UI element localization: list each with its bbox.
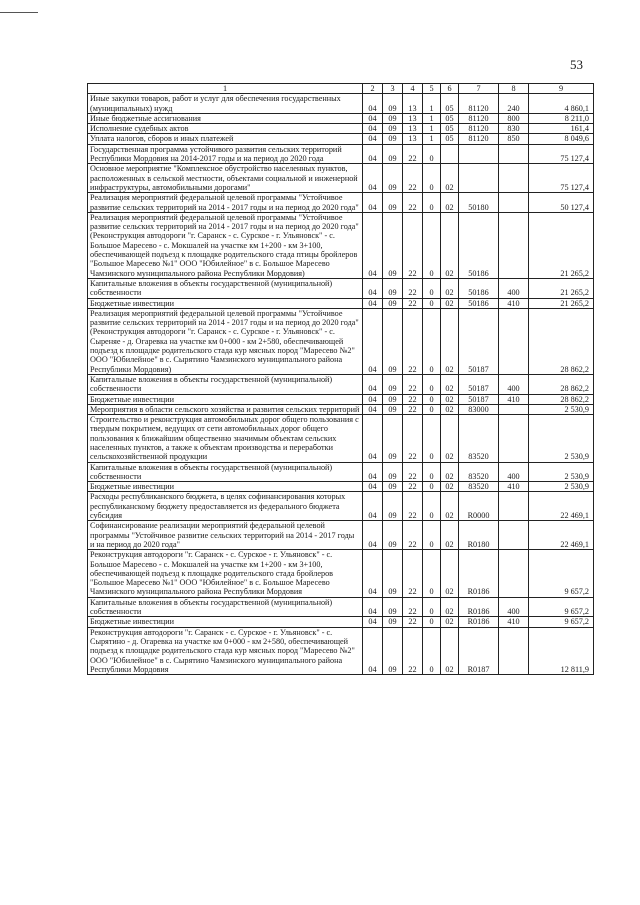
section-code-cell: 04 <box>363 308 383 374</box>
activity-code-cell: 02 <box>441 597 459 617</box>
section-code-cell: 04 <box>363 617 383 627</box>
section-code-cell: 04 <box>363 597 383 617</box>
section-code-cell: 04 <box>363 278 383 298</box>
budget-table <box>87 83 594 675</box>
subsection-code-cell: 09 <box>383 492 403 521</box>
subsection-code-cell: 09 <box>383 94 403 114</box>
expense-type-cell <box>499 193 529 213</box>
expense-type-cell: 410 <box>499 298 529 308</box>
amount-cell: 2 530,9 <box>529 404 594 414</box>
program-code-cell: 22 <box>403 550 423 597</box>
subsection-code-cell: 09 <box>383 278 403 298</box>
expense-type-cell: 400 <box>499 374 529 394</box>
program-code-cell: 22 <box>403 492 423 521</box>
expense-type-cell <box>499 144 529 164</box>
subsection-code-cell: 09 <box>383 298 403 308</box>
subprogram-code-cell: 1 <box>423 94 441 114</box>
subprogram-code-cell: 0 <box>423 550 441 597</box>
subsection-code-cell: 09 <box>383 144 403 164</box>
amount-cell: 50 127,4 <box>529 193 594 213</box>
subsection-code-cell: 09 <box>383 482 403 492</box>
section-code-cell: 04 <box>363 492 383 521</box>
item-name-cell: Реализация мероприятий федеральной целевой программы "Устойчивое развитие сельских территорий на 2014 - 2017 годы и на период до 2020 года" <box>88 193 363 213</box>
table-row <box>88 404 594 414</box>
table-row <box>88 550 594 597</box>
subprogram-code-cell: 1 <box>423 124 441 134</box>
item-name-cell: Иные бюджетные ассигнования <box>88 113 363 123</box>
activity-code-cell: 02 <box>441 193 459 213</box>
program-code-cell: 22 <box>403 308 423 374</box>
program-code-cell: 13 <box>403 94 423 114</box>
amount-cell: 75 127,4 <box>529 164 594 193</box>
program-code-cell: 13 <box>403 124 423 134</box>
subsection-code-cell: 09 <box>383 627 403 674</box>
expense-type-cell <box>499 308 529 374</box>
target-code-cell: R0180 <box>459 521 499 550</box>
table-row <box>88 144 594 164</box>
activity-code-cell <box>441 144 459 164</box>
amount-cell: 22 469,1 <box>529 492 594 521</box>
amount-cell: 9 657,2 <box>529 617 594 627</box>
activity-code-cell: 02 <box>441 550 459 597</box>
expense-type-cell: 400 <box>499 462 529 482</box>
activity-code-cell: 02 <box>441 415 459 462</box>
item-name-cell: Государственная программа устойчивого развития сельских территорий Республики Мордовия на 2014-2017 годы и на период до 2020 года <box>88 144 363 164</box>
subsection-code-cell: 09 <box>383 521 403 550</box>
amount-cell: 4 860,1 <box>529 94 594 114</box>
program-code-cell: 22 <box>403 415 423 462</box>
activity-code-cell: 02 <box>441 462 459 482</box>
activity-code-cell: 02 <box>441 278 459 298</box>
subsection-code-cell: 09 <box>383 212 403 278</box>
table-row <box>88 193 594 213</box>
target-code-cell: 83520 <box>459 482 499 492</box>
page-number: 53 <box>570 57 583 72</box>
subprogram-code-cell: 0 <box>423 278 441 298</box>
item-name-cell: Бюджетные инвестиции <box>88 394 363 404</box>
target-code-cell <box>459 164 499 193</box>
section-code-cell: 04 <box>363 550 383 597</box>
activity-code-cell: 02 <box>441 394 459 404</box>
section-code-cell: 04 <box>363 212 383 278</box>
amount-cell: 21 265,2 <box>529 278 594 298</box>
program-code-cell: 13 <box>403 113 423 123</box>
table-row <box>88 521 594 550</box>
subsection-code-cell: 09 <box>383 124 403 134</box>
subprogram-code-cell: 0 <box>423 404 441 414</box>
section-code-cell: 04 <box>363 521 383 550</box>
amount-cell: 21 265,2 <box>529 212 594 278</box>
table-row <box>88 415 594 462</box>
section-code-cell: 04 <box>363 404 383 414</box>
amount-cell: 2 530,9 <box>529 415 594 462</box>
expense-type-cell <box>499 627 529 674</box>
item-name-cell: Реализация мероприятий федеральной целевой программы "Устойчивое развитие сельских территорий на 2014 - 2017 годы и на период до 2020 года" (Реконструкция автодороги "г. Саранск - с. Сурское - г. Ульяновск" - с. Большое Маресево - с. Мокшалей на участке км 1+200 - км 3+100, обеспечивающей подъезд к площадке родительского стада птицы бройлеров "Большое Маресево №1" ООО "Юбилейное" в с. Большое Маресево Чамзинского муниципального района Республики Мордовия) <box>88 212 363 278</box>
section-code-cell: 04 <box>363 462 383 482</box>
amount-cell: 9 657,2 <box>529 597 594 617</box>
item-name-cell: Бюджетные инвестиции <box>88 617 363 627</box>
program-code-cell: 22 <box>403 298 423 308</box>
activity-code-cell: 05 <box>441 113 459 123</box>
table-row <box>88 627 594 674</box>
subprogram-code-cell: 0 <box>423 627 441 674</box>
table-body <box>88 94 594 675</box>
expense-type-cell: 850 <box>499 134 529 144</box>
expense-type-cell <box>499 550 529 597</box>
item-name-cell: Капитальные вложения в объекты государственной (муниципальной) собственности <box>88 374 363 394</box>
item-name-cell: Бюджетные инвестиции <box>88 482 363 492</box>
program-code-cell: 22 <box>403 627 423 674</box>
target-code-cell: 50186 <box>459 278 499 298</box>
item-name-cell: Иные закупки товаров, работ и услуг для обеспечения государственных (муниципальных) нужд <box>88 94 363 114</box>
activity-code-cell: 02 <box>441 404 459 414</box>
target-code-cell: 83520 <box>459 415 499 462</box>
header-cell: 9 <box>529 84 594 94</box>
subsection-code-cell: 09 <box>383 193 403 213</box>
table-row <box>88 462 594 482</box>
target-code-cell: 83000 <box>459 404 499 414</box>
subsection-code-cell: 09 <box>383 113 403 123</box>
target-code-cell: R0186 <box>459 550 499 597</box>
header-cell: 2 <box>363 84 383 94</box>
subsection-code-cell: 09 <box>383 374 403 394</box>
program-code-cell: 22 <box>403 462 423 482</box>
section-code-cell: 04 <box>363 164 383 193</box>
table-row <box>88 278 594 298</box>
item-name-cell: Бюджетные инвестиции <box>88 298 363 308</box>
expense-type-cell <box>499 521 529 550</box>
table-row <box>88 617 594 627</box>
amount-cell: 161,4 <box>529 124 594 134</box>
expense-type-cell: 830 <box>499 124 529 134</box>
table-row <box>88 308 594 374</box>
subsection-code-cell: 09 <box>383 134 403 144</box>
activity-code-cell: 02 <box>441 308 459 374</box>
target-code-cell: R0187 <box>459 627 499 674</box>
table-row <box>88 124 594 134</box>
activity-code-cell: 02 <box>441 212 459 278</box>
target-code-cell: 81120 <box>459 124 499 134</box>
subsection-code-cell: 09 <box>383 550 403 597</box>
amount-cell: 28 862,2 <box>529 394 594 404</box>
activity-code-cell: 02 <box>441 482 459 492</box>
item-name-cell: Уплата налогов, сборов и иных платежей <box>88 134 363 144</box>
table-row <box>88 597 594 617</box>
section-code-cell: 04 <box>363 113 383 123</box>
program-code-cell: 22 <box>403 278 423 298</box>
activity-code-cell: 02 <box>441 492 459 521</box>
activity-code-cell: 02 <box>441 617 459 627</box>
amount-cell: 28 862,2 <box>529 374 594 394</box>
amount-cell: 12 811,9 <box>529 627 594 674</box>
target-code-cell: 50180 <box>459 193 499 213</box>
expense-type-cell <box>499 164 529 193</box>
item-name-cell: Исполнение судебных актов <box>88 124 363 134</box>
target-code-cell: R0000 <box>459 492 499 521</box>
section-code-cell: 04 <box>363 193 383 213</box>
target-code-cell: 50187 <box>459 394 499 404</box>
subsection-code-cell: 09 <box>383 164 403 193</box>
program-code-cell: 22 <box>403 164 423 193</box>
activity-code-cell: 02 <box>441 374 459 394</box>
activity-code-cell: 02 <box>441 627 459 674</box>
section-code-cell: 04 <box>363 394 383 404</box>
program-code-cell: 22 <box>403 521 423 550</box>
amount-cell: 21 265,2 <box>529 298 594 308</box>
subprogram-code-cell: 0 <box>423 374 441 394</box>
subprogram-code-cell: 0 <box>423 144 441 164</box>
item-name-cell: Капитальные вложения в объекты государственной (муниципальной) собственности <box>88 278 363 298</box>
expense-type-cell <box>499 212 529 278</box>
expense-type-cell: 240 <box>499 94 529 114</box>
expense-type-cell <box>499 404 529 414</box>
subprogram-code-cell: 0 <box>423 521 441 550</box>
section-code-cell: 04 <box>363 144 383 164</box>
subprogram-code-cell: 0 <box>423 482 441 492</box>
subprogram-code-cell: 0 <box>423 394 441 404</box>
program-code-cell: 22 <box>403 212 423 278</box>
subsection-code-cell: 09 <box>383 617 403 627</box>
target-code-cell: 50186 <box>459 212 499 278</box>
program-code-cell: 22 <box>403 404 423 414</box>
expense-type-cell: 800 <box>499 113 529 123</box>
amount-cell: 2 530,9 <box>529 482 594 492</box>
expense-type-cell: 400 <box>499 597 529 617</box>
target-code-cell: 81120 <box>459 113 499 123</box>
item-name-cell: Мероприятия в области сельского хозяйства и развития сельских территорий <box>88 404 363 414</box>
section-code-cell: 04 <box>363 124 383 134</box>
header-cell: 1 <box>88 84 363 94</box>
target-code-cell: 50187 <box>459 374 499 394</box>
program-code-cell: 22 <box>403 193 423 213</box>
expense-type-cell <box>499 492 529 521</box>
item-name-cell: Капитальные вложения в объекты государственной (муниципальной) собственности <box>88 597 363 617</box>
target-code-cell: 81120 <box>459 94 499 114</box>
item-name-cell: Реконструкция автодороги "г. Саранск - с. Сурское - г. Ульяновск" - с. Большое Маресево - с. Мокшалей на участке км 1+200 - км 3+100, обеспечивающей подъезд к площадке родительского стада бройлеров "Большое Маресево №1" ООО "Юбилейное" в с. Большое Маресево Чамзинского муниципального района Республики Мордовия <box>88 550 363 597</box>
subsection-code-cell: 09 <box>383 394 403 404</box>
expense-type-cell <box>499 415 529 462</box>
subprogram-code-cell: 0 <box>423 193 441 213</box>
section-code-cell: 04 <box>363 298 383 308</box>
table-row <box>88 134 594 144</box>
activity-code-cell: 05 <box>441 124 459 134</box>
section-code-cell: 04 <box>363 134 383 144</box>
subprogram-code-cell: 0 <box>423 212 441 278</box>
activity-code-cell: 05 <box>441 94 459 114</box>
header-cell: 3 <box>383 84 403 94</box>
activity-code-cell: 05 <box>441 134 459 144</box>
program-code-cell: 22 <box>403 597 423 617</box>
activity-code-cell: 02 <box>441 164 459 193</box>
subprogram-code-cell: 0 <box>423 492 441 521</box>
table-row <box>88 298 594 308</box>
subsection-code-cell: 09 <box>383 462 403 482</box>
header-cell: 6 <box>441 84 459 94</box>
header-cell: 8 <box>499 84 529 94</box>
item-name-cell: Реконструкция автодороги "г. Саранск - с. Сурское - г. Ульяновск" - с. Сырятино - д. Огаревка на участке км 0+000 - км 2+580, обеспечивающей подъезд к площадке родительского стада кур мясных пород "Маресево №2" ООО "Юбилейное" в с. Сырятино Чамзинского муниципального района Республики Мордовия <box>88 627 363 674</box>
expense-type-cell: 400 <box>499 278 529 298</box>
subsection-code-cell: 09 <box>383 415 403 462</box>
table-row <box>88 212 594 278</box>
subsection-code-cell: 09 <box>383 404 403 414</box>
subprogram-code-cell: 0 <box>423 617 441 627</box>
item-name-cell: Основное мероприятие "Комплексное обустройство населенных пунктов, расположенных в сельской местности, объектами социальной и инженерной инфраструктуры, автомобильными дорогами" <box>88 164 363 193</box>
expense-type-cell: 410 <box>499 482 529 492</box>
table-row <box>88 492 594 521</box>
header-cell: 7 <box>459 84 499 94</box>
table-row <box>88 113 594 123</box>
item-name-cell: Реализация мероприятий федеральной целевой программы "Устойчивое развитие сельских территорий на 2014 - 2017 годы и на период до 2020 года" (Реконструкция автодороги "г. Саранск - с. Сурское - г. Ульяновск" - с. Сыреняе - д. Огаревка на участке км 0+000 - км 2+580, обеспечивающей подъезд к площадке родительского стада кур мясных пород "Маресево №2" ООО "Юбилейное" в с. Сырятино Чамзинского муниципального района Республики Мордовия) <box>88 308 363 374</box>
table-row <box>88 94 594 114</box>
amount-cell: 8 211,0 <box>529 113 594 123</box>
subprogram-code-cell: 1 <box>423 113 441 123</box>
subsection-code-cell: 09 <box>383 308 403 374</box>
table-row <box>88 482 594 492</box>
program-code-cell: 22 <box>403 617 423 627</box>
program-code-cell: 22 <box>403 144 423 164</box>
section-code-cell: 04 <box>363 374 383 394</box>
subsection-code-cell: 09 <box>383 597 403 617</box>
target-code-cell: 50187 <box>459 308 499 374</box>
table-row <box>88 164 594 193</box>
header-cell: 5 <box>423 84 441 94</box>
subprogram-code-cell: 0 <box>423 597 441 617</box>
item-name-cell: Расходы республиканского бюджета, в целях софинансирования которых республиканскому бюджету предоставляется из федерального бюджета субсидия <box>88 492 363 521</box>
subprogram-code-cell: 0 <box>423 462 441 482</box>
program-code-cell: 22 <box>403 374 423 394</box>
subprogram-code-cell: 0 <box>423 415 441 462</box>
subprogram-code-cell: 0 <box>423 298 441 308</box>
section-code-cell: 04 <box>363 94 383 114</box>
target-code-cell <box>459 144 499 164</box>
table-header-row <box>88 84 594 94</box>
program-code-cell: 22 <box>403 482 423 492</box>
amount-cell: 2 530,9 <box>529 462 594 482</box>
item-name-cell: Софинансирование реализации мероприятий федеральной целевой программы "Устойчивое развитие сельских территорий на 2014 - 2017 годы и на период до 2020 года" <box>88 521 363 550</box>
target-code-cell: 83520 <box>459 462 499 482</box>
expense-type-cell: 410 <box>499 394 529 404</box>
activity-code-cell: 02 <box>441 521 459 550</box>
target-code-cell: R0186 <box>459 597 499 617</box>
amount-cell: 9 657,2 <box>529 550 594 597</box>
amount-cell: 22 469,1 <box>529 521 594 550</box>
table-row <box>88 374 594 394</box>
item-name-cell: Капитальные вложения в объекты государственной (муниципальной) собственности <box>88 462 363 482</box>
amount-cell: 8 049,6 <box>529 134 594 144</box>
program-code-cell: 22 <box>403 394 423 404</box>
subprogram-code-cell: 1 <box>423 134 441 144</box>
section-code-cell: 04 <box>363 415 383 462</box>
item-name-cell: Строительство и реконструкция автомобильных дорог общего пользования с твердым покрытием, ведущих от сети автомобильных дорог общего пользования к ближайшим общественно значимым объектам сельских населенных пунктов, а также к объектам производства и переработки сельскохозяйственной продукции <box>88 415 363 462</box>
expense-type-cell: 410 <box>499 617 529 627</box>
subprogram-code-cell: 0 <box>423 164 441 193</box>
header-cell: 4 <box>403 84 423 94</box>
target-code-cell: 81120 <box>459 134 499 144</box>
subprogram-code-cell: 0 <box>423 308 441 374</box>
activity-code-cell: 02 <box>441 298 459 308</box>
section-code-cell: 04 <box>363 627 383 674</box>
section-code-cell: 04 <box>363 482 383 492</box>
amount-cell: 75 127,4 <box>529 144 594 164</box>
target-code-cell: R0186 <box>459 617 499 627</box>
table-row <box>88 394 594 404</box>
amount-cell: 28 862,2 <box>529 308 594 374</box>
target-code-cell: 50186 <box>459 298 499 308</box>
top-rule <box>0 12 38 13</box>
program-code-cell: 13 <box>403 134 423 144</box>
